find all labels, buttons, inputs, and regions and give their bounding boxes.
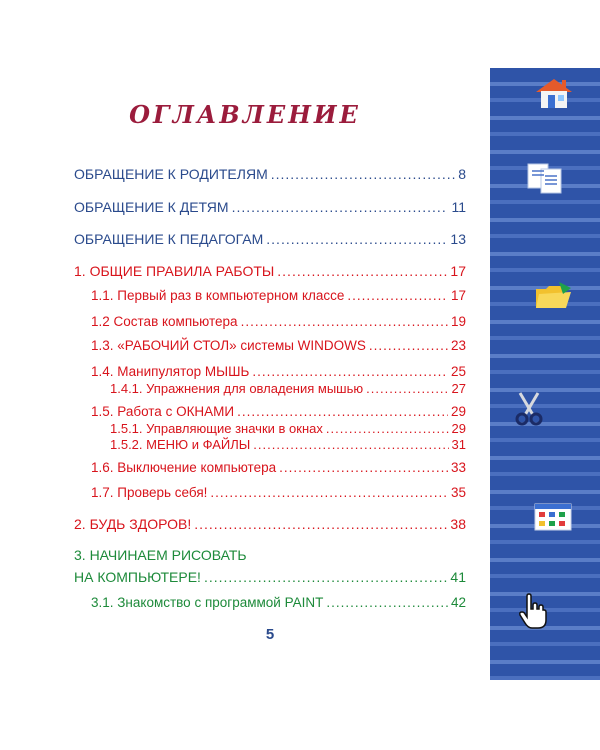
toc-entry-page: 29 <box>450 404 466 419</box>
toc-entry-page: 31 <box>451 437 466 452</box>
toc-entry-label: 1.4.1. Упражнения для овладения мышью <box>110 381 364 396</box>
toc-entry-label: 3. НАЧИНАЕМ РИСОВАТЬ <box>74 547 247 563</box>
page-number: 5 <box>265 626 275 643</box>
toc-entry[interactable] <box>74 263 466 279</box>
toc-entry-label: 1.7. Проверь себя! <box>91 485 208 500</box>
toc-entry[interactable] <box>74 569 466 585</box>
toc-entry[interactable] <box>91 595 466 610</box>
toc-entry-label: 1.5. Работа с ОКНАМИ <box>91 404 235 419</box>
toc-entry-page: 35 <box>450 485 466 500</box>
toc-entry-page: 25 <box>450 364 466 379</box>
decorative-sidebar <box>490 68 600 680</box>
toc-entry-label: ОБРАЩЕНИЕ К РОДИТЕЛЯМ <box>74 166 268 182</box>
folder-icon <box>533 280 575 312</box>
toc-entry-label: 3.1. Знакомство с программой PAINT <box>91 595 324 610</box>
toc-entry-label: 1.1. Первый раз в компьютерном классе <box>91 288 345 303</box>
house-icon <box>532 76 576 110</box>
toc-entry-label: 1.3. «РАБОЧИЙ СТОЛ» системы WINDOWS <box>91 338 366 353</box>
scissors-icon <box>512 390 546 426</box>
toc-entry-page: 33 <box>450 460 466 475</box>
hand-cursor-icon <box>516 592 552 632</box>
toc-entry-page: 23 <box>450 338 466 353</box>
toc-entry-label: 1.5.2. МЕНЮ и ФАЙЛЫ <box>110 437 251 452</box>
documents-icon <box>525 162 567 194</box>
window-grid-icon <box>534 503 572 531</box>
toc-entry[interactable] <box>110 421 466 436</box>
toc-entry-label: 1.5.1. Управляющие значки в окнах <box>110 421 323 436</box>
toc-entry-label: 1.6. Выключение компьютера <box>91 460 277 475</box>
toc-entry[interactable] <box>91 338 466 353</box>
toc-entry-page: 17 <box>450 263 466 279</box>
toc-entry[interactable] <box>91 364 466 379</box>
toc-entry-page: 17 <box>450 288 466 303</box>
toc-entry-page: 38 <box>450 516 466 532</box>
toc-entry-page: 13 <box>450 231 466 247</box>
toc-title: ОГЛАВЛЕНИЕ <box>129 100 361 129</box>
toc-entry-label: ОБРАЩЕНИЕ К ДЕТЯМ <box>74 199 229 215</box>
toc-entry[interactable] <box>91 314 466 329</box>
toc-entry[interactable] <box>74 231 466 247</box>
toc-entry-label: 2. БУДЬ ЗДОРОВ! <box>74 516 192 532</box>
toc-entry-label: ОБРАЩЕНИЕ К ПЕДАГОГАМ <box>74 231 264 247</box>
toc-entry-label: 1.4. Манипулятор МЫШЬ <box>91 364 250 379</box>
toc-entry-page: 27 <box>451 381 466 396</box>
toc-entry-page: 29 <box>451 421 466 436</box>
table-of-contents <box>74 0 466 640</box>
toc-entry-label: НА КОМПЬЮТЕРЕ! <box>74 569 201 585</box>
toc-entry[interactable] <box>74 547 466 563</box>
toc-entry[interactable] <box>74 166 466 182</box>
toc-entry-page: 11 <box>451 199 466 215</box>
toc-entry[interactable] <box>91 404 466 419</box>
toc-entry[interactable] <box>74 516 466 532</box>
toc-entry[interactable] <box>91 485 466 500</box>
toc-entry-page: 19 <box>450 314 466 329</box>
toc-entry-page: 41 <box>450 569 466 585</box>
toc-entry[interactable] <box>110 381 466 396</box>
toc-entry-page: 42 <box>450 595 466 610</box>
toc-entry-label: 1. ОБЩИЕ ПРАВИЛА РАБОТЫ <box>74 263 275 279</box>
toc-entry[interactable] <box>91 288 466 303</box>
toc-entry-label: 1.2 Состав компьютера <box>91 314 238 329</box>
toc-entry[interactable] <box>91 460 466 475</box>
toc-entry[interactable] <box>110 437 466 452</box>
toc-entry-page: 8 <box>458 166 466 182</box>
toc-entry[interactable] <box>74 199 466 215</box>
